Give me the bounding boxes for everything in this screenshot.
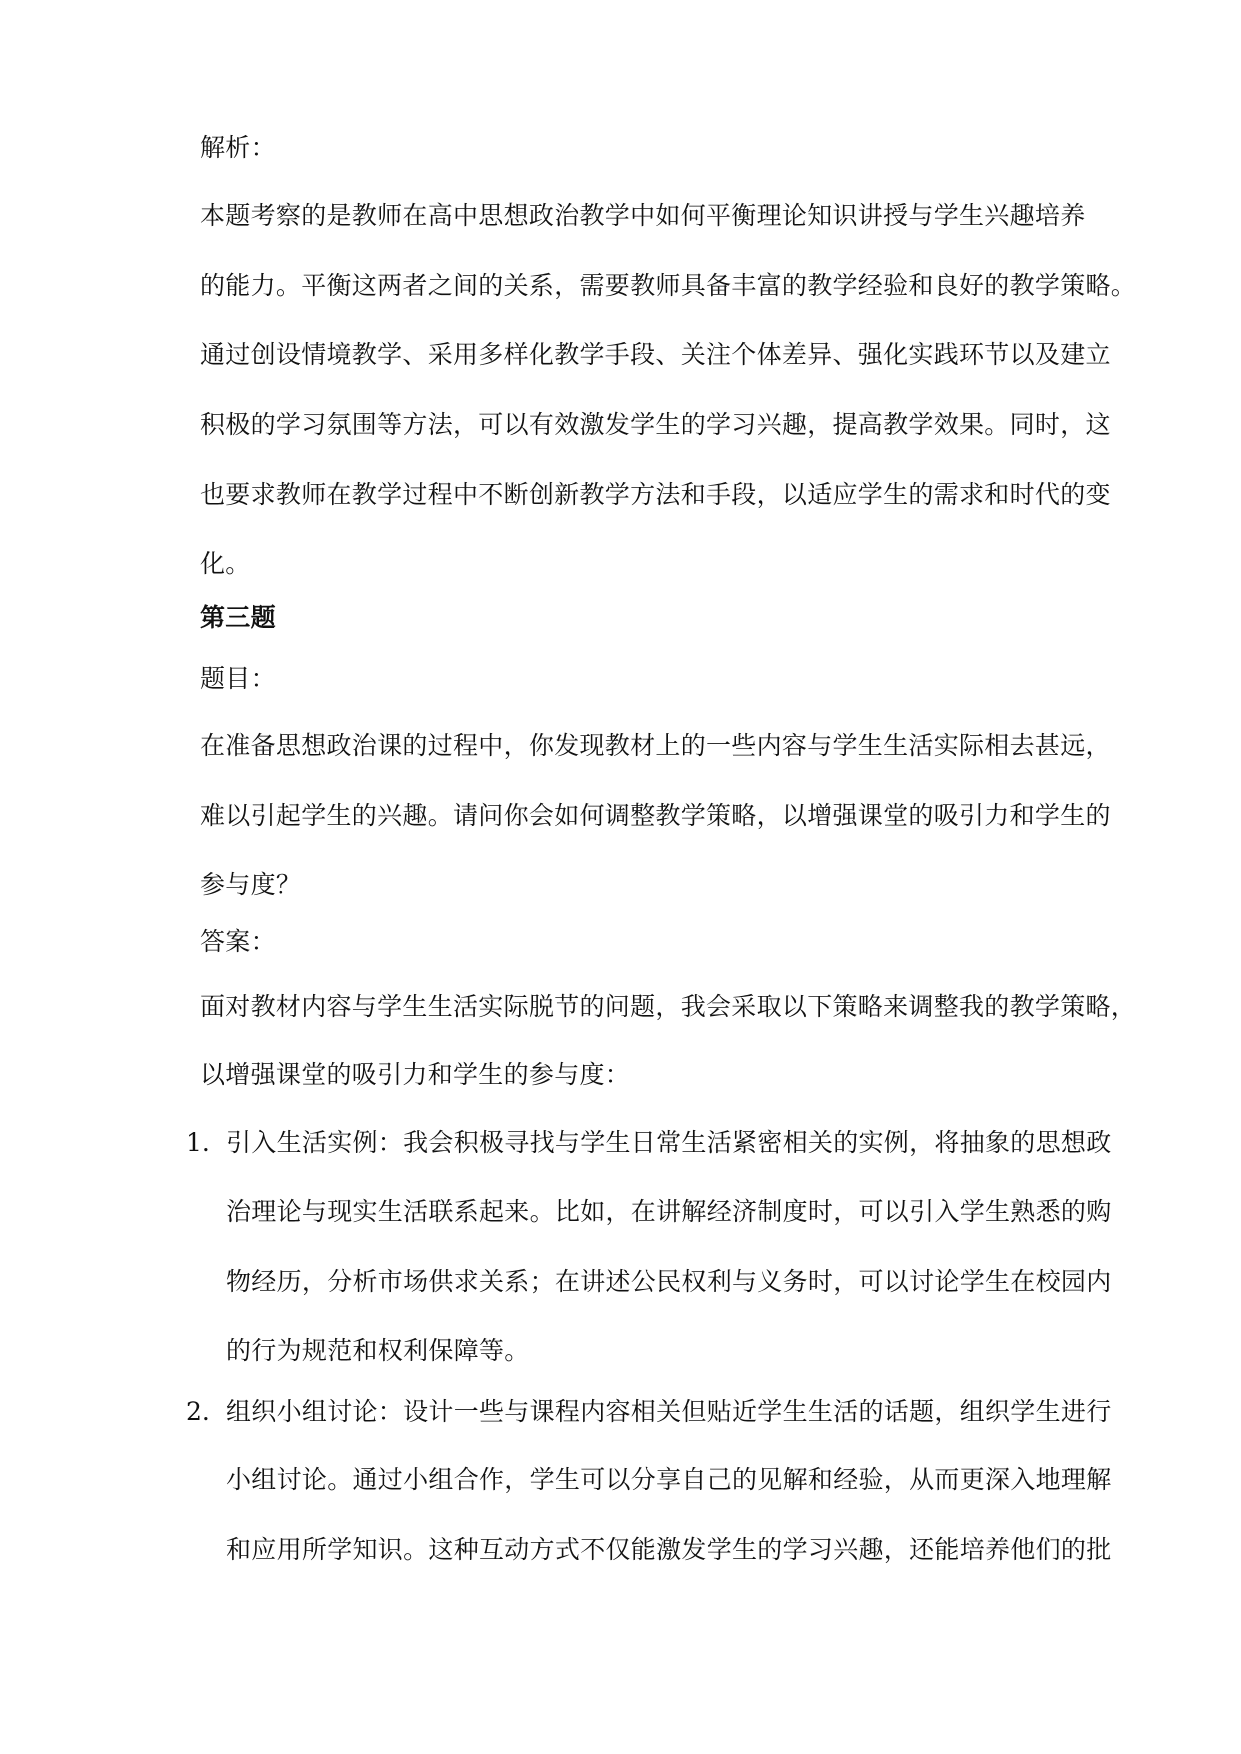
- list-item-line: 的行为规范和权利保障等。: [226, 1336, 530, 1365]
- list-item-line: 小组讨论。通过小组合作，学生可以分享自己的见解和经验，从而更深入地理解: [226, 1465, 1112, 1494]
- list-item-line: 组织小组讨论：设计一些与课程内容相关但贴近学生生活的话题，组织学生进行: [226, 1397, 1112, 1426]
- answer-line: 以增强课堂的吸引力和学生的参与度：: [200, 1060, 631, 1089]
- analysis-line: 积极的学习氛围等方法，可以有效激发学生的学习兴趣，提高教学效果。同时，这: [200, 410, 1111, 439]
- analysis-label: 解析：: [200, 133, 276, 162]
- list-item-line: 治理论与现实生活联系起来。比如，在讲解经济制度时，可以引入学生熟悉的购: [226, 1197, 1112, 1226]
- analysis-line: 本题考察的是教师在高中思想政治教学中如何平衡理论知识讲授与学生兴趣培养: [200, 201, 1086, 230]
- question-line: 在准备思想政治课的过程中，你发现教材上的一些内容与学生生活实际相去甚远，: [200, 731, 1111, 760]
- list-item-line: 引入生活实例：我会积极寻找与学生日常生活紧密相关的实例，将抽象的思想政: [226, 1128, 1112, 1157]
- list-number: 1.: [186, 1128, 210, 1157]
- question-line: 难以引起学生的兴趣。请问你会如何调整教学策略，以增强课堂的吸引力和学生的: [200, 801, 1111, 830]
- question-label: 题目：: [200, 664, 276, 693]
- section-heading: 第三题: [200, 603, 276, 632]
- list-item-line: 和应用所学知识。这种互动方式不仅能激发学生的学习兴趣，还能培养他们的批: [226, 1535, 1112, 1564]
- answer-line: 面对教材内容与学生生活实际脱节的问题，我会采取以下策略来调整我的教学策略，: [200, 992, 1137, 1021]
- list-number: 2.: [186, 1397, 210, 1426]
- analysis-line: 的能力。平衡这两者之间的关系，需要教师具备丰富的教学经验和良好的教学策略。: [200, 271, 1137, 300]
- analysis-line: 化。: [200, 549, 251, 578]
- list-item-line: 物经历，分析市场供求关系；在讲述公民权利与义务时，可以讨论学生在校园内: [226, 1267, 1112, 1296]
- answer-label: 答案：: [200, 927, 276, 956]
- analysis-line: 通过创设情境教学、采用多样化教学手段、关注个体差异、强化实践环节以及建立: [200, 340, 1111, 369]
- analysis-line: 也要求教师在教学过程中不断创新教学方法和手段，以适应学生的需求和时代的变: [200, 480, 1111, 509]
- question-line: 参与度？: [200, 870, 302, 899]
